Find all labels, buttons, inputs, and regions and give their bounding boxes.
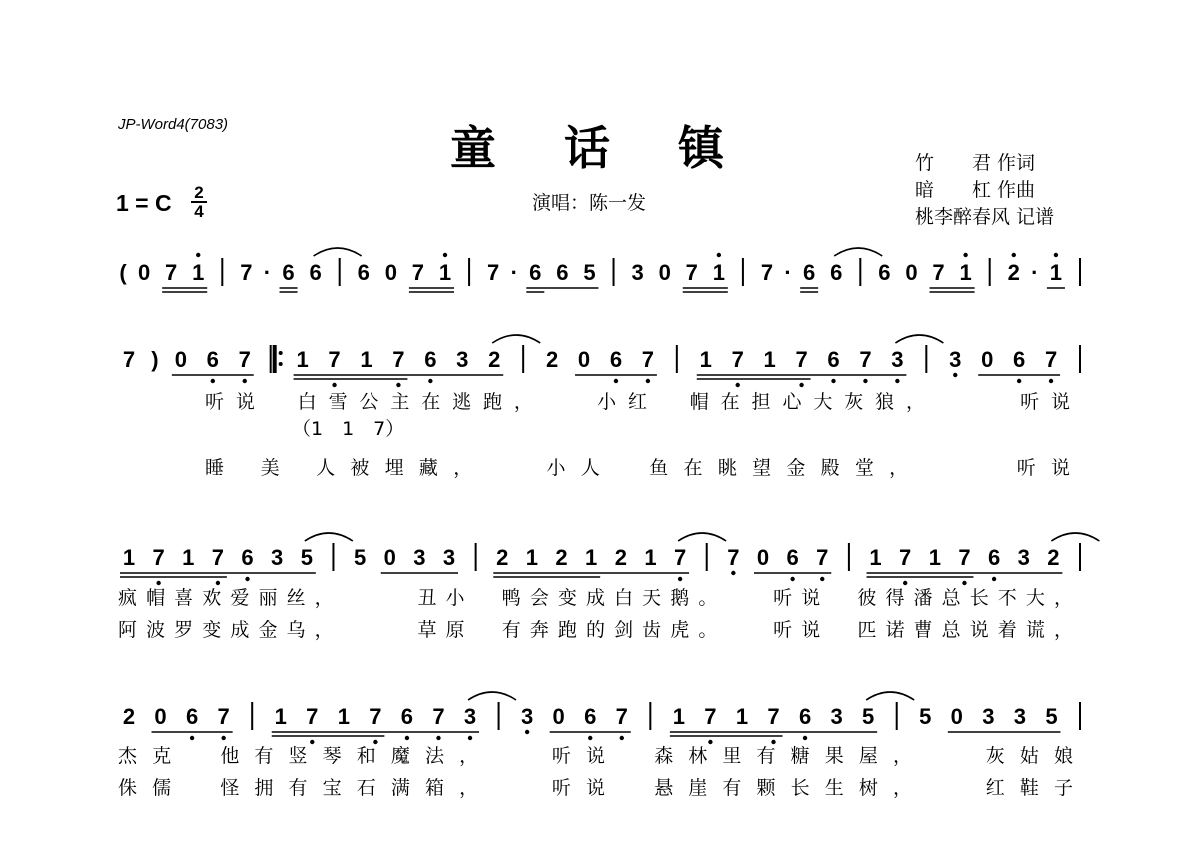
octave-dot-low <box>614 379 618 383</box>
note: 1 <box>182 545 195 570</box>
note: 2 <box>496 545 509 570</box>
note: 1 <box>735 704 749 729</box>
octave-dot-low <box>953 373 957 377</box>
note: 3 <box>891 347 904 372</box>
octave-dot-low <box>992 577 996 581</box>
note: 3 <box>442 545 456 570</box>
note: 7 <box>392 347 405 372</box>
note: 6 <box>206 347 219 372</box>
note: 7 <box>704 704 717 729</box>
octave-dot-low <box>646 379 650 383</box>
software-label: JP-Word4(7083) <box>118 116 229 133</box>
note: 7 <box>328 347 341 372</box>
tie-arc <box>1051 533 1099 541</box>
octave-dot-low <box>245 577 249 581</box>
note: 0 <box>756 545 770 570</box>
note: 6 <box>556 260 569 285</box>
lyricist-credit: 竹 君 作词 <box>915 152 1036 174</box>
note: 7 <box>958 545 971 570</box>
octave-dot-low <box>373 740 377 744</box>
note: 7 <box>487 260 500 285</box>
note: 2 <box>1007 260 1020 285</box>
note: 3 <box>1013 704 1027 729</box>
notation-symbol: · <box>1031 260 1039 285</box>
note: 7 <box>727 545 740 570</box>
note: 3 <box>1017 545 1030 570</box>
note: 6 <box>529 260 542 285</box>
note: 7 <box>1044 347 1058 372</box>
note: 0 <box>154 704 167 729</box>
notation-symbol: · <box>263 260 272 285</box>
octave-dot-low <box>903 581 907 585</box>
octave-dot-low <box>790 577 794 581</box>
lyric-line: 疯帽喜欢爱丽丝， 丑小 鸭会变成白天鹅。 听说 彼得潘总长不大， <box>118 587 1073 609</box>
note: 1 <box>644 545 657 570</box>
tie-arc <box>895 335 943 343</box>
note: 2 <box>545 347 559 372</box>
octave-dot-low <box>820 577 824 581</box>
notation-symbol: ( <box>119 260 127 285</box>
tie-arc <box>314 248 362 256</box>
note: 1 <box>337 704 350 729</box>
note: 3 <box>949 347 962 372</box>
transcriber-credit: 桃李醉春风 记谱 <box>915 206 1055 228</box>
note: 7 <box>899 545 912 570</box>
note: 2 <box>1047 545 1060 570</box>
note: 0 <box>950 704 963 729</box>
composer-credit: 暗 杠 作曲 <box>915 179 1036 201</box>
note: 1 <box>869 545 882 570</box>
octave-dot-low <box>243 379 247 383</box>
octave-dot-low <box>771 740 775 744</box>
octave-dot-low <box>708 740 712 744</box>
octave-dot-low <box>799 383 803 387</box>
note: 6 <box>827 347 840 372</box>
notation-symbol: ) <box>151 347 159 372</box>
note: 6 <box>830 260 843 285</box>
octave-dot-low <box>468 736 472 740</box>
note: 3 <box>982 704 995 729</box>
lyric-line: 听说 白雪公主在逃跑， 小红 帽在担心大灰狼， 听说 <box>205 391 1070 413</box>
time-signature-bottom: 4 <box>194 202 204 221</box>
note: 7 <box>615 704 628 729</box>
note: 7 <box>211 545 225 570</box>
note: 1 <box>699 347 712 372</box>
note: 5 <box>862 704 875 729</box>
note: 5 <box>583 260 596 285</box>
note: 0 <box>137 260 151 285</box>
note: 2 <box>122 704 136 729</box>
note: 7 <box>306 704 319 729</box>
octave-dot-low <box>831 379 835 383</box>
note: 7 <box>369 704 382 729</box>
note: 1 <box>525 545 539 570</box>
note: 0 <box>174 347 187 372</box>
note: 7 <box>673 545 687 570</box>
note: 6 <box>584 704 597 729</box>
note: 3 <box>830 704 843 729</box>
octave-dot-low <box>588 736 592 740</box>
note: 6 <box>309 260 322 285</box>
tie-arc <box>468 692 516 700</box>
note: 1 <box>192 260 205 285</box>
note: 0 <box>658 260 671 285</box>
alternate-notes: （1 1 7） <box>292 418 405 440</box>
octave-dot-low <box>895 379 899 383</box>
key-signature: 1 = C <box>116 190 172 216</box>
note: 6 <box>400 704 414 729</box>
octave-dot-high <box>1054 253 1058 257</box>
note: 7 <box>795 347 808 372</box>
tie-arc <box>834 248 882 256</box>
octave-dot-low <box>405 736 409 740</box>
note: 7 <box>152 545 165 570</box>
note: 3 <box>413 545 426 570</box>
tie-arc <box>866 692 914 700</box>
octave-dot-low <box>310 740 314 744</box>
note: 1 <box>296 347 309 372</box>
note: 1 <box>585 545 598 570</box>
note: 7 <box>816 545 829 570</box>
note: 1 <box>1049 260 1063 285</box>
octave-dot-low <box>678 577 682 581</box>
note: 0 <box>383 545 396 570</box>
repeat-dot <box>279 362 283 366</box>
octave-dot-low <box>428 379 432 383</box>
note: 6 <box>185 704 199 729</box>
octave-dot-high <box>963 253 967 257</box>
note: 6 <box>609 347 623 372</box>
note: 6 <box>357 260 370 285</box>
note: 0 <box>384 260 397 285</box>
note: 7 <box>760 260 774 285</box>
note: 1 <box>122 545 136 570</box>
octave-dot-low <box>620 736 624 740</box>
octave-dot-low <box>736 383 740 387</box>
lyric-line: 杰克 他有竖琴和魔法， 听说 森林里有糖果屋， 灰姑娘 <box>118 745 1074 767</box>
octave-dot-low <box>863 379 867 383</box>
note: 3 <box>456 347 469 372</box>
song-title: 童 话 镇 <box>449 121 751 175</box>
note: 5 <box>353 545 367 570</box>
note: 3 <box>631 260 644 285</box>
note: 7 <box>731 347 744 372</box>
note: 1 <box>438 260 452 285</box>
octave-dot-high <box>1012 253 1016 257</box>
note: 2 <box>555 545 568 570</box>
note: 1 <box>274 704 287 729</box>
octave-dot-low <box>1017 379 1021 383</box>
octave-dot-low <box>190 736 194 740</box>
note: 7 <box>165 260 178 285</box>
lyric-line: 阿波罗变成金乌， 草原 有奔跑的剑齿虎。 听说 匹诺曹总说着谎， <box>118 619 1073 641</box>
note: 7 <box>238 347 251 372</box>
repeat-dot <box>279 351 283 355</box>
note: 0 <box>981 347 994 372</box>
note: 3 <box>521 704 534 729</box>
note: 7 <box>859 347 872 372</box>
tie-arc <box>305 533 353 541</box>
octave-dot-low <box>332 383 336 387</box>
note: 6 <box>987 545 1001 570</box>
octave-dot-high <box>717 253 721 257</box>
octave-dot-low <box>1049 379 1053 383</box>
note: 7 <box>932 260 945 285</box>
note: 2 <box>614 545 627 570</box>
note: 7 <box>767 704 780 729</box>
note: 7 <box>240 260 253 285</box>
notation-symbol: · <box>510 260 518 285</box>
octave-dot-high <box>443 253 447 257</box>
octave-dot-low <box>211 379 215 383</box>
note: 7 <box>411 260 425 285</box>
octave-dot-low <box>396 383 400 387</box>
octave-dot-low <box>156 581 160 585</box>
octave-dot-low <box>525 730 529 734</box>
note: 1 <box>672 704 685 729</box>
note: 1 <box>360 347 373 372</box>
note: 6 <box>1013 347 1026 372</box>
octave-dot-low <box>731 571 735 575</box>
lyric-line: 睡 美 人被埋藏， 小人 鱼在眺望金殿堂， 听说 <box>205 457 1070 479</box>
note: 7 <box>122 347 136 372</box>
note: 7 <box>217 704 230 729</box>
note: 6 <box>803 260 816 285</box>
note: 3 <box>463 704 477 729</box>
note: 5 <box>1045 704 1058 729</box>
octave-dot-low <box>803 736 807 740</box>
time-signature-top: 2 <box>194 183 204 202</box>
singer-credit: 演唱：陈一发 <box>532 192 647 214</box>
note: 0 <box>577 347 591 372</box>
octave-dot-low <box>962 581 966 585</box>
lyric-line: 侏儒 怪拥有宝石满箱， 听说 悬崖有颗长生树， 红鞋子 <box>118 777 1074 799</box>
octave-dot-low <box>221 736 225 740</box>
tie-arc <box>492 335 540 343</box>
note: 5 <box>300 545 313 570</box>
note: 3 <box>271 545 284 570</box>
note: 1 <box>763 347 776 372</box>
note: 0 <box>905 260 918 285</box>
note: 6 <box>241 545 254 570</box>
note: 1 <box>712 260 725 285</box>
note: 7 <box>641 347 655 372</box>
note: 7 <box>685 260 698 285</box>
note: 6 <box>798 704 812 729</box>
note: 1 <box>959 260 972 285</box>
note: 1 <box>928 545 941 570</box>
note: 6 <box>786 545 799 570</box>
tie-arc <box>678 533 726 541</box>
note: 7 <box>432 704 445 729</box>
octave-dot-high <box>196 253 200 257</box>
note: 6 <box>282 260 295 285</box>
notation-symbol: · <box>784 260 792 285</box>
octave-dot-low <box>436 736 440 740</box>
note: 2 <box>488 347 501 372</box>
note: 5 <box>919 704 932 729</box>
note: 6 <box>878 260 891 285</box>
octave-dot-low <box>216 581 220 585</box>
note: 6 <box>424 347 437 372</box>
note: 0 <box>552 704 565 729</box>
